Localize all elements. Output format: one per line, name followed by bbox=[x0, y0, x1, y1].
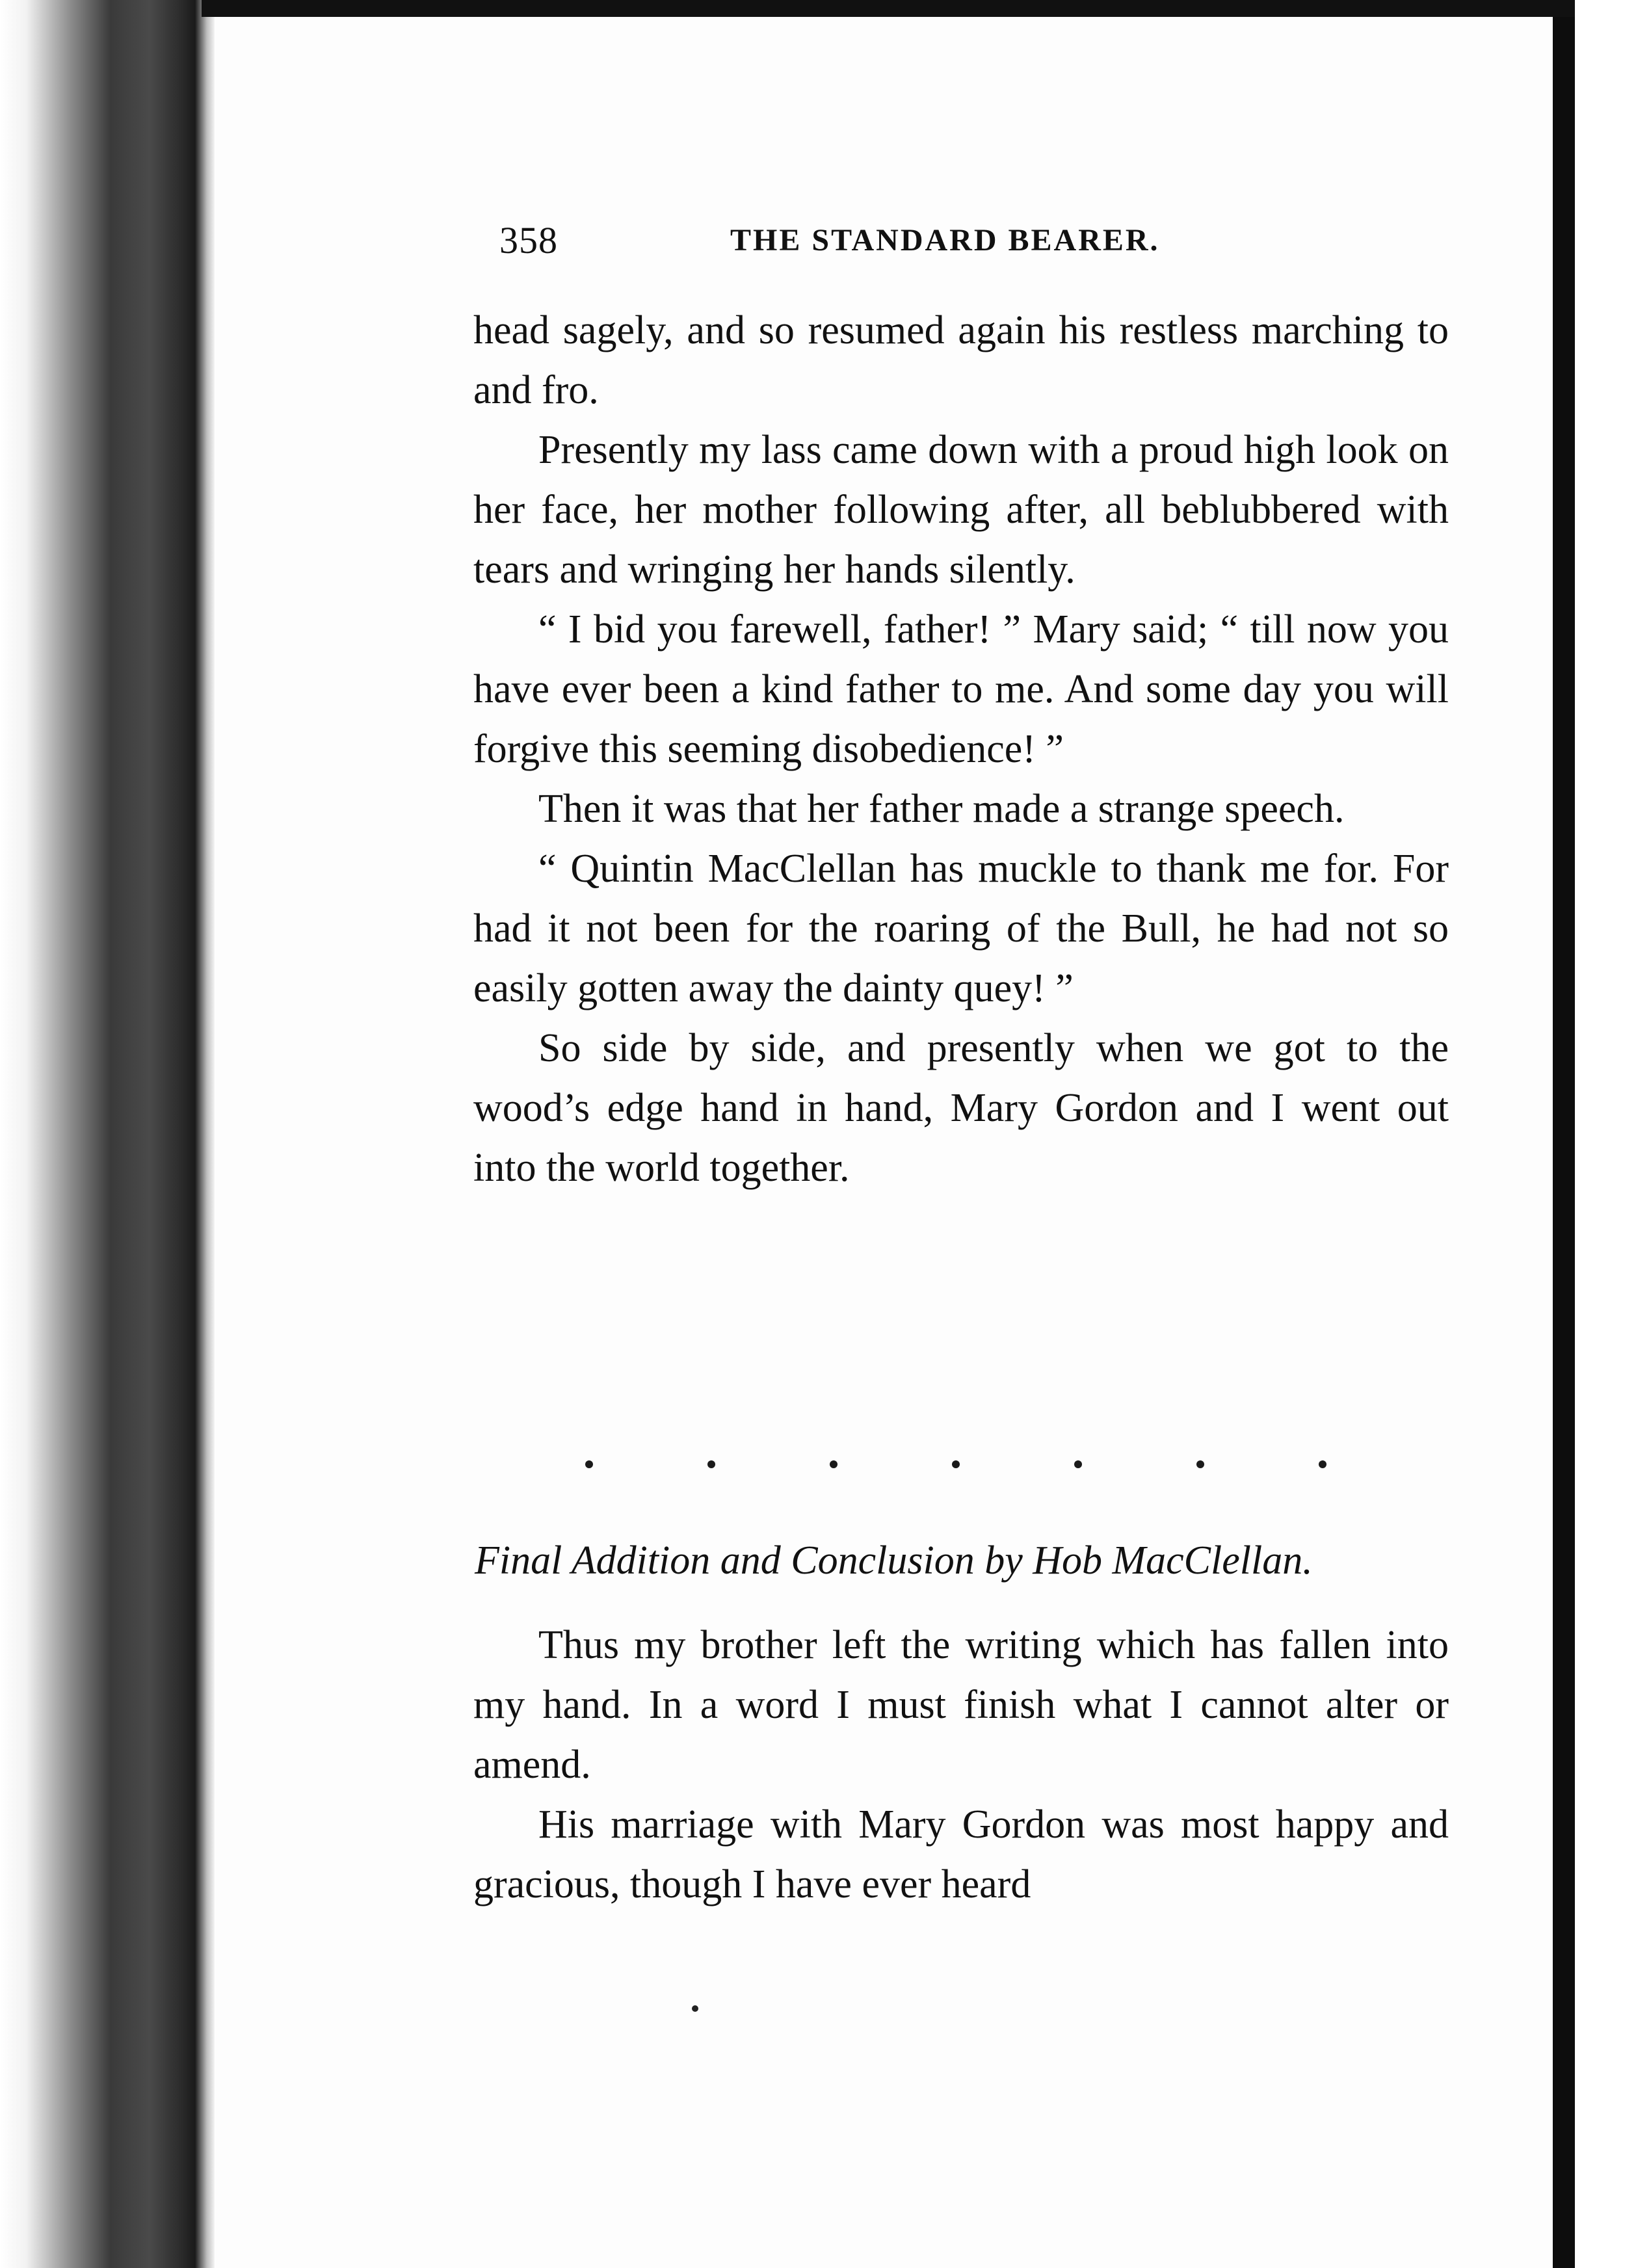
page-header bbox=[499, 218, 1234, 270]
paragraph: “ Quintin MacClellan has muckle to thank me for. For had it not been for the roaring of the Bull, he had not so easily gotten away the dainty quey! ” bbox=[473, 847, 1449, 1010]
paragraph: Then it was that her father made a strange speech. bbox=[538, 787, 1345, 831]
scan-right-edge bbox=[1553, 17, 1575, 2268]
body-text-after bbox=[473, 1615, 1449, 1914]
scan-right-margin bbox=[1575, 0, 1649, 2268]
body-text-before bbox=[473, 300, 1449, 1198]
paragraph: So side by side, and presently when we got to the wood’s edge hand in hand, Mary Gordon and I went out into the world together. bbox=[473, 1026, 1449, 1190]
paragraph: head sagely, and so resumed again his restless marching to and fro. bbox=[473, 308, 1449, 412]
paragraph: “ I bid you farewell, father! ” Mary said; “ till now you have ever been a kind father to me. And some day you will forgive this seeming disobedience! ” bbox=[473, 607, 1449, 771]
paragraph: His marriage with Mary Gordon was most happy and gracious, though I have ever heard bbox=[473, 1802, 1449, 1906]
ink-speck bbox=[692, 2005, 698, 2012]
ellipsis-dot bbox=[1074, 1460, 1082, 1468]
ellipsis-dot bbox=[1319, 1460, 1326, 1468]
ellipsis-dot bbox=[585, 1460, 593, 1468]
ellipsis-dot bbox=[952, 1460, 960, 1468]
running-title: THE STANDARD BEARER. bbox=[730, 223, 1160, 257]
page-number: 358 bbox=[499, 219, 558, 261]
section-heading: Final Addition and Conclusion by Hob MacClellan. bbox=[475, 1538, 1313, 1583]
section-break-dots bbox=[585, 1451, 1326, 1477]
paragraph: Thus my brother left the writing which has fallen into my hand. In a word I must finish what I cannot alter or amend. bbox=[473, 1623, 1449, 1787]
ellipsis-dot bbox=[830, 1460, 838, 1468]
scan-top-edge bbox=[202, 0, 1580, 17]
ellipsis-dot bbox=[1196, 1460, 1204, 1468]
book-spine-edge bbox=[0, 0, 215, 2268]
ellipsis-dot bbox=[707, 1460, 715, 1468]
paragraph: Presently my lass came down with a proud high look on her face, her mother following after, all beblubbered with tears and wringing her hands silently. bbox=[473, 428, 1449, 592]
